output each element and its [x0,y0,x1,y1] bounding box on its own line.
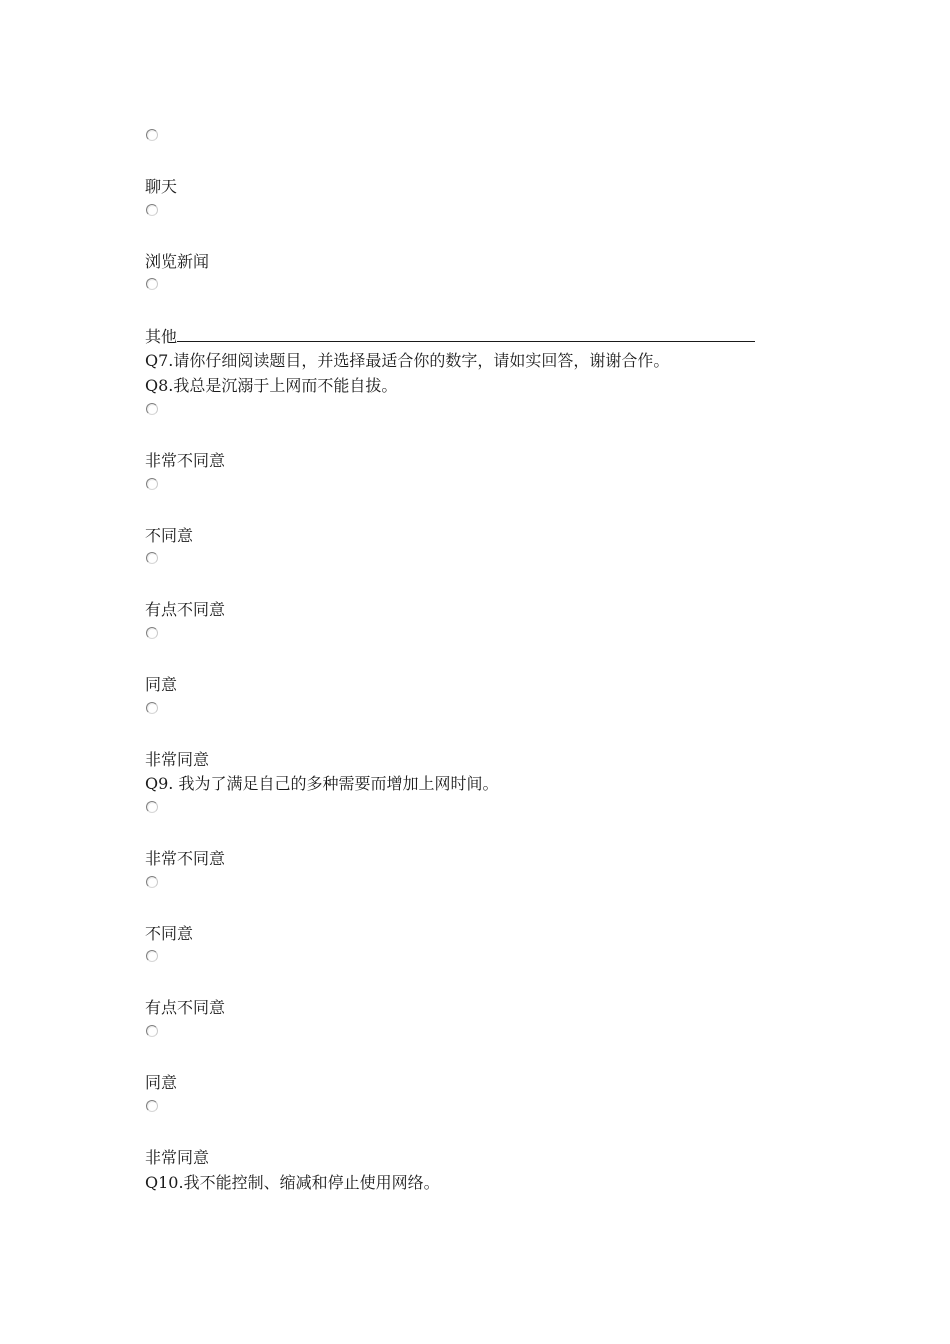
radio-q6-chat[interactable] [146,129,158,141]
questionnaire-page [145,0,845,1344]
radio-q8-disagree[interactable] [146,478,158,490]
other-fill-in-blank[interactable] [177,326,755,342]
other-label: 其他 [145,327,178,346]
radio-q9-strongly-agree[interactable] [146,1100,158,1112]
option-label-q9-5: 非常同意 [145,1148,210,1167]
radio-q8-strongly-disagree[interactable] [146,403,158,415]
option-label-q8-5: 非常同意 [145,750,210,769]
option-label-news: 浏览新闻 [145,252,210,271]
option-label-q8-3: 有点不同意 [145,600,226,619]
option-label-q9-2: 不同意 [145,924,194,943]
question-q9: Q9. 我为了满足自己的多种需要而增加上网时间。 [145,774,499,793]
option-label-q9-1: 非常不同意 [145,849,226,868]
option-label-q9-3: 有点不同意 [145,998,226,1017]
radio-q9-disagree[interactable] [146,876,158,888]
radio-q9-somewhat-disagree[interactable] [146,950,158,962]
radio-q9-strongly-disagree[interactable] [146,801,158,813]
option-label-other [145,326,755,347]
question-q8: Q8.我总是沉溺于上网而不能自拔。 [145,376,398,395]
radio-q8-somewhat-disagree[interactable] [146,552,158,564]
question-q10: Q10.我不能控制、缩减和停止使用网络。 [145,1173,440,1192]
option-label-q8-1: 非常不同意 [145,451,226,470]
radio-q6-other[interactable] [146,278,158,290]
radio-q8-agree[interactable] [146,627,158,639]
option-label-q9-4: 同意 [145,1073,178,1092]
option-label-chat: 聊天 [145,177,178,196]
radio-q8-strongly-agree[interactable] [146,702,158,714]
radio-q9-agree[interactable] [146,1025,158,1037]
option-label-q8-4: 同意 [145,675,178,694]
radio-q6-news[interactable] [146,204,158,216]
option-label-q8-2: 不同意 [145,526,194,545]
question-q7: Q7.请你仔细阅读题目，并选择最适合你的数字，请如实回答，谢谢合作。 [145,351,670,370]
